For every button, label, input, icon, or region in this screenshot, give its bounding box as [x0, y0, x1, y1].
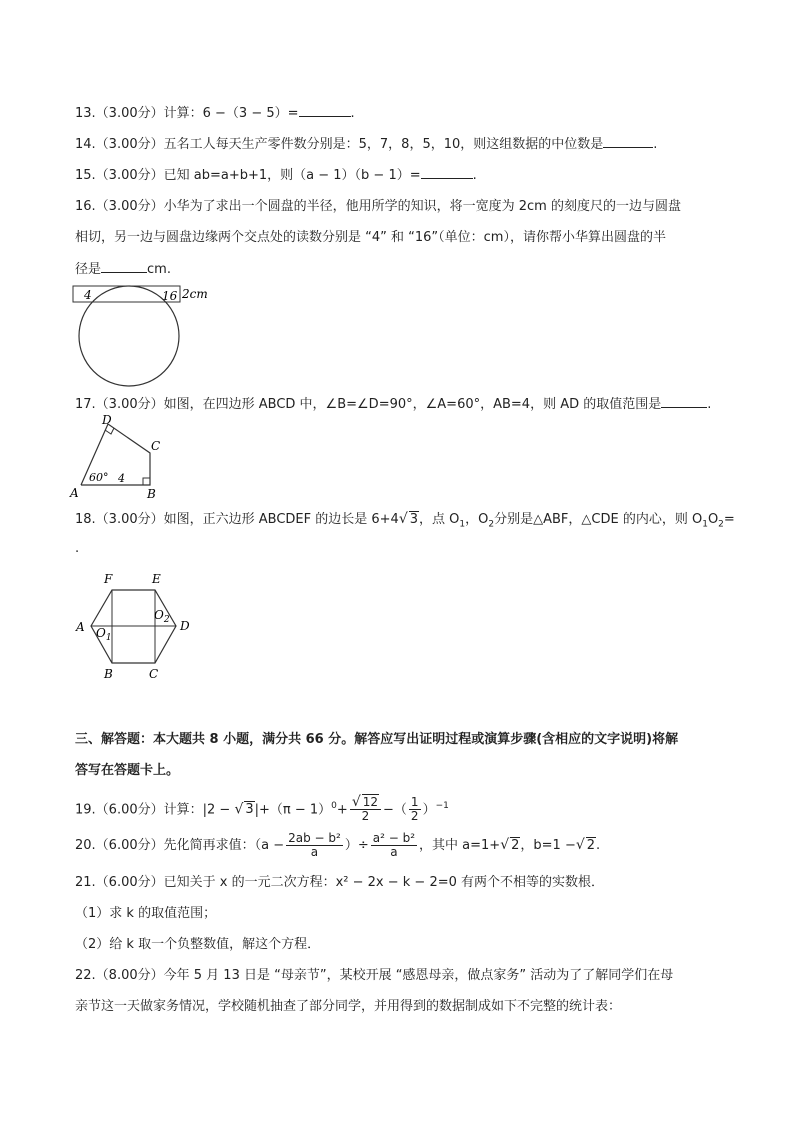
- question-text: 先化简再求值：（a −: [163, 838, 285, 853]
- vertex-d: D: [180, 619, 190, 633]
- ruler-left-reading: 4: [84, 288, 92, 302]
- vertex-c: C: [151, 439, 161, 453]
- question-text: 亲节这一天做家务情况，学校随机抽查了部分同学，并用得到的数据制成如下不完整的统计表：: [75, 999, 622, 1014]
- subscript: 2: [488, 519, 495, 530]
- question-22-line-2: [75, 998, 621, 1016]
- question-16-line-3: [75, 260, 171, 279]
- answer-blank[interactable]: [299, 104, 351, 117]
- question-22-line-1: [75, 967, 673, 985]
- question-text: 径是: [75, 262, 102, 277]
- ruler-right-reading: 16: [162, 289, 178, 303]
- question-number: 15.（3.00分）: [75, 168, 164, 183]
- point-o2: $O_2$: [154, 608, 170, 625]
- question-16-line-1: [75, 198, 681, 216]
- question-number: 22.（8.00分）: [75, 968, 164, 983]
- question-text: =: [723, 512, 735, 527]
- ruler-width-label: 2cm: [182, 287, 208, 301]
- question-18: [75, 510, 735, 534]
- angle-label: 60°: [89, 471, 109, 484]
- period: .: [350, 106, 355, 121]
- question-text: −（: [383, 802, 407, 818]
- question-number: 16.（3.00分）: [75, 199, 164, 214]
- question-number: 19.（6.00分）: [75, 802, 164, 818]
- subscript: 2: [718, 519, 724, 530]
- question-16-line-2: [75, 229, 666, 247]
- section-3-heading: [75, 731, 678, 749]
- question-text: 已知 ab=a+b+1，则（a − 1）（b − 1）=: [163, 168, 421, 183]
- ruler-disc-figure: [68, 282, 218, 390]
- section-heading-text: 答写在答题卡上。: [75, 763, 180, 778]
- side-label: 4: [118, 472, 125, 485]
- exponent: 0: [331, 801, 337, 811]
- period: .: [596, 838, 601, 853]
- radical-sign: √: [500, 837, 510, 853]
- vertex-b: B: [104, 667, 113, 681]
- fraction-sqrt12-over-2: $\frac{√ 12}{2}$: [350, 796, 381, 823]
- radical-sign: √: [234, 801, 244, 818]
- question-number: 20.（6.00分）: [75, 838, 164, 853]
- radicand: 12: [362, 795, 379, 810]
- question-number: 14.（3.00分）: [75, 137, 164, 152]
- fraction-one-half: [409, 796, 421, 823]
- question-text: 分别是△ABF，△CDE 的内心，则 O: [494, 512, 703, 527]
- sub-question-text: （1）求 k 的取值范围；: [75, 906, 217, 921]
- question-14: [75, 135, 657, 154]
- question-15: [75, 166, 477, 185]
- question-number: 18.（3.00分）: [75, 512, 164, 527]
- subscript: 1: [702, 519, 708, 530]
- vertex-e: E: [152, 572, 161, 586]
- radical-sign: √: [398, 511, 408, 527]
- question-text: ）: [422, 802, 436, 818]
- denominator: a: [390, 845, 398, 859]
- question-text: 小华为了求出一个圆盘的半径，他用所学的知识，将一宽度为 2cm 的刻度尺的一边与圆盘: [163, 199, 681, 214]
- numerator: 1: [410, 795, 419, 810]
- hexagon-figure: [70, 568, 200, 684]
- question-17: [75, 395, 711, 414]
- question-text: ，点 O: [419, 512, 460, 527]
- fraction-2ab-b2-over-a: [286, 832, 343, 859]
- question-text: ，O: [465, 512, 489, 527]
- vertex-b: B: [147, 487, 156, 501]
- question-number: 13.（3.00分）: [75, 106, 164, 121]
- period: .: [707, 397, 712, 412]
- quadrilateral-figure: [68, 414, 178, 502]
- radical-sign: √: [575, 837, 585, 853]
- right-angle-mark-b: [143, 478, 150, 485]
- question-13: [75, 104, 355, 123]
- question-text: 计算：|2 −: [163, 802, 235, 818]
- denominator: 2: [410, 809, 419, 824]
- question-text: 相切，另一边与圆盘边缘两个交点处的读数分别是 “4” 和 “16”（单位：cm），请你帮小华算出圆盘的半: [75, 230, 666, 245]
- question-21-part-2: [75, 936, 320, 954]
- question-21-part-1: [75, 905, 216, 923]
- numerator: 2ab − b²: [288, 831, 341, 845]
- question-number: 21.（6.00分）: [75, 875, 164, 890]
- answer-blank[interactable]: [661, 395, 707, 408]
- question-18-end: [75, 540, 79, 558]
- period: .: [75, 541, 80, 556]
- radicand: 2: [511, 838, 520, 853]
- question-text: ）÷: [344, 838, 369, 853]
- question-text: +: [336, 802, 348, 818]
- fraction-a2-b2-over-a: [371, 832, 417, 859]
- subscript: 1: [459, 519, 466, 530]
- period: .: [653, 137, 658, 152]
- question-text: ，其中 a=1+: [419, 838, 501, 853]
- question-text: 如图，正六边形 ABCDEF 的边长是 6+4: [163, 512, 399, 527]
- question-text: 已知关于 x 的一元二次方程：x² − 2x − k − 2=0 有两个不相等的实数根．: [163, 875, 605, 890]
- sub-question-text: （2）给 k 取一个负整数值，解这个方程．: [75, 937, 321, 952]
- answer-blank[interactable]: [603, 135, 653, 148]
- question-text: |+（π − 1）: [254, 802, 332, 818]
- denominator: a: [310, 845, 319, 859]
- question-21: [75, 874, 604, 892]
- section-heading-text: 三、解答题：本大题共 8 小题，满分共 66 分。解答应写出证明过程或演算步骤(含相应的文字说明)将解: [75, 732, 679, 747]
- denominator: 2: [361, 809, 370, 824]
- period: .: [472, 168, 477, 183]
- question-text: 计算：6 −（3 − 5）=: [163, 106, 299, 121]
- vertex-c: C: [149, 667, 159, 681]
- question-20: [75, 830, 600, 861]
- radicand: 3: [409, 512, 419, 527]
- section-3-heading-line-2: [75, 762, 179, 780]
- question-number: 17.（3.00分）: [75, 397, 164, 412]
- vertex-d: D: [102, 414, 112, 427]
- vertex-a: A: [70, 486, 79, 500]
- radicand: 2: [586, 838, 596, 853]
- question-text: 今年 5 月 13 日是 “母亲节”，某校开展 “感恩母亲，做点家务” 活动为了了解同学们在母: [163, 968, 674, 983]
- exponent: −1: [435, 801, 449, 811]
- question-text: ，b=1 −: [520, 838, 576, 853]
- question-text: O: [707, 512, 719, 527]
- question-text: 五名工人每天生产零件数分别是：5，7，8，5，10，则这组数据的中位数是: [163, 137, 604, 152]
- unit: cm.: [147, 262, 171, 277]
- answer-blank[interactable]: [421, 166, 473, 179]
- numerator: a² − b²: [372, 831, 416, 845]
- point-o1: $O_1$: [96, 626, 112, 643]
- vertex-f: F: [104, 572, 113, 586]
- radicand: 3: [245, 802, 254, 818]
- question-text: 如图，在四边形 ABCD 中，∠B=∠D=90°，∠A=60°，AB=4，则 AD 的取值范围是: [163, 397, 662, 412]
- vertex-a: A: [76, 620, 85, 634]
- question-19: [75, 791, 449, 825]
- answer-blank[interactable]: [101, 260, 147, 273]
